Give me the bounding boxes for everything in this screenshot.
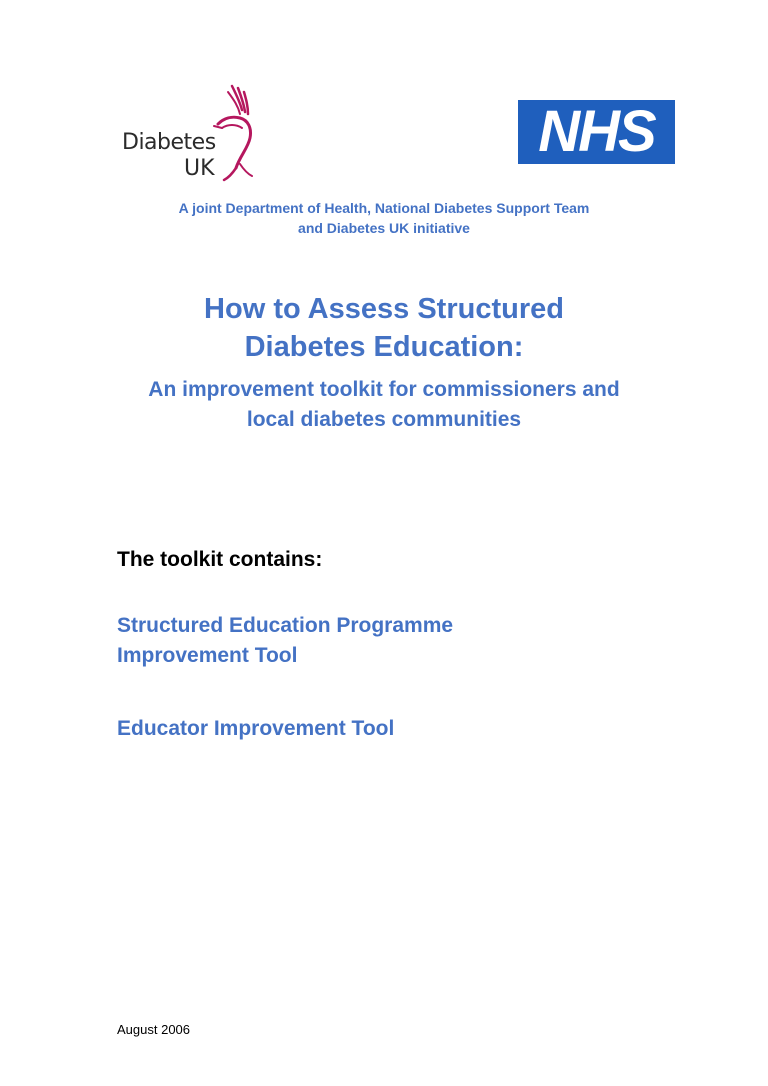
nhs-logo xyxy=(518,100,675,164)
logo-text-uk: UK xyxy=(184,156,215,181)
logo-text-diabetes: Diabetes xyxy=(122,130,216,155)
title-line-2: Diabetes Education: xyxy=(244,331,524,363)
intro-text xyxy=(0,198,768,238)
contents-item xyxy=(117,611,453,671)
page-subtitle xyxy=(0,375,768,435)
publication-date: August 2006 xyxy=(117,1022,191,1037)
contents-item xyxy=(117,714,394,744)
subtitle-line-1: An improvement toolkit for commissioners and xyxy=(148,378,620,401)
intro-line-1: A joint Department of Health, National Diabetes Support Team xyxy=(178,200,590,216)
page-title xyxy=(0,290,768,366)
hummingbird-icon xyxy=(210,84,260,182)
diabetes-uk-logo xyxy=(122,84,262,184)
contents-item-line-1: Structured Education Programme xyxy=(117,614,454,637)
intro-line-2: and Diabetes UK initiative xyxy=(298,220,470,236)
nhs-logo-text: NHS xyxy=(538,99,655,164)
contents-item-line-1: Educator Improvement Tool xyxy=(117,717,395,740)
contents-item-line-2: Improvement Tool xyxy=(117,644,298,667)
contents-heading: The toolkit contains: xyxy=(117,548,323,571)
subtitle-line-2: local diabetes communities xyxy=(246,408,522,431)
title-line-1: How to Assess Structured xyxy=(204,293,564,325)
